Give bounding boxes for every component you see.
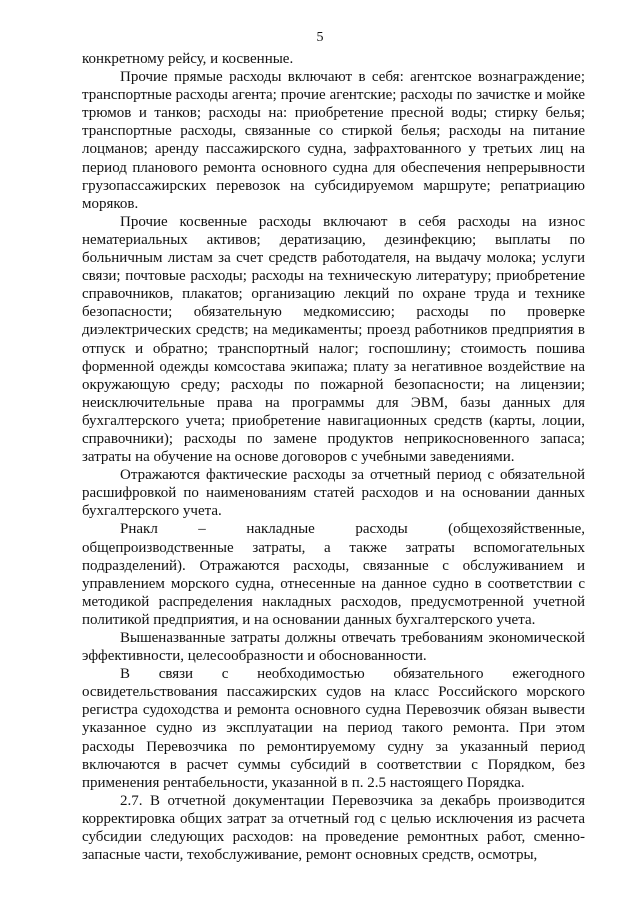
paragraph: Отражаются фактические расходы за отчетный период с обязательной расшифровкой по наименованиям статей расходов и на основании данных бухгалтерского учета. bbox=[82, 467, 585, 520]
paragraph: Вышеназванные затраты должны отвечать требованиям экономической эффективности, целесообразности и обоснованности. bbox=[82, 630, 585, 665]
paragraph: В связи с необходимостью обязательного ежегодного освидетельствования пассажирских судов на класс Российского морского регистра судоходства и ремонта основного судна Перевозчик обязан вывести указанное судно из эксплуатации на период такого ремонта. При этом расходы Перевозчика по ремонтируемому судну за указанный период включаются в расчет суммы субсидий в соответствии с Порядком, без применения рентабельности, указанной в п. 2.5 настоящего Порядка. bbox=[82, 666, 585, 791]
paragraph: Прочие косвенные расходы включают в себя расходы на износ нематериальных активов; дератизацию, дезинфекцию; выплаты по больничным листам за счет средств работодателя, на выдачу молока; услуги связи; почтовые расходы; расходы на техническую литературу; приобретение справочников, плакатов; организацию лекций по охране труда и технике безопасности; обязательную медкомиссию; расходы по проверке диэлектрических средств; на медикаменты; проезд работников предприятия в отпуск и обратно; транспортный налог; госпошлину; стоимость пошива форменной одежды комсостава экипажа; плату за негативное воздействие на окружающую среду; расходы по пожарной безопасности; на лицензии; неисключительные права на программы для ЭВМ, базы данных для бухгалтерского учета; приобретение навигационных средств (карты, лоции, справочники); расходы по замене продуктов неприкосновенного запаса; затраты на обучение на основе договоров с учебными заведениями. bbox=[82, 213, 585, 466]
page-number: 5 bbox=[316, 30, 324, 45]
paragraph: Рнакл – накладные расходы (общехозяйственные, общепроизводственные затраты, а также затраты вспомогательных подразделений). Отражаются расходы, связанные с обслуживанием и управлением морского судна, отнесенные на данное судно в соответствии с методикой распределения накладных расходов, предусмотренной учетной политикой предприятия, и на основании данных бухгалтерского учета. bbox=[82, 521, 585, 628]
body-text bbox=[82, 50, 585, 864]
paragraph: 2.7. В отчетной документации Перевозчика за декабрь производится корректировка общих затрат за отчетный год с целью исключения из расчета субсидии следующих расходов: на проведение ремонтных работ, сменно-запасные части, техобслуживание, ремонт основных средств, осмотры, bbox=[82, 792, 585, 864]
paragraph: конкретному рейсу, и косвенные. bbox=[82, 51, 294, 67]
paragraph: Прочие прямые расходы включают в себя: агентское вознаграждение; транспортные расходы агента; прочие агентские; расходы по зачистке и мойке трюмов и танков; расходы на: приобретение пресной воды; стирку белья; транспортные расходы, связанные со стиркой белья; расходы на питание лоцманов; аренду пассажирского судна, зафрахтованного у третьих лиц на период планового ремонта основного судна для обеспечения непрерывности грузопассажирских перевозок на субсидируемом маршруте; репатриацию моряков. bbox=[82, 69, 585, 212]
